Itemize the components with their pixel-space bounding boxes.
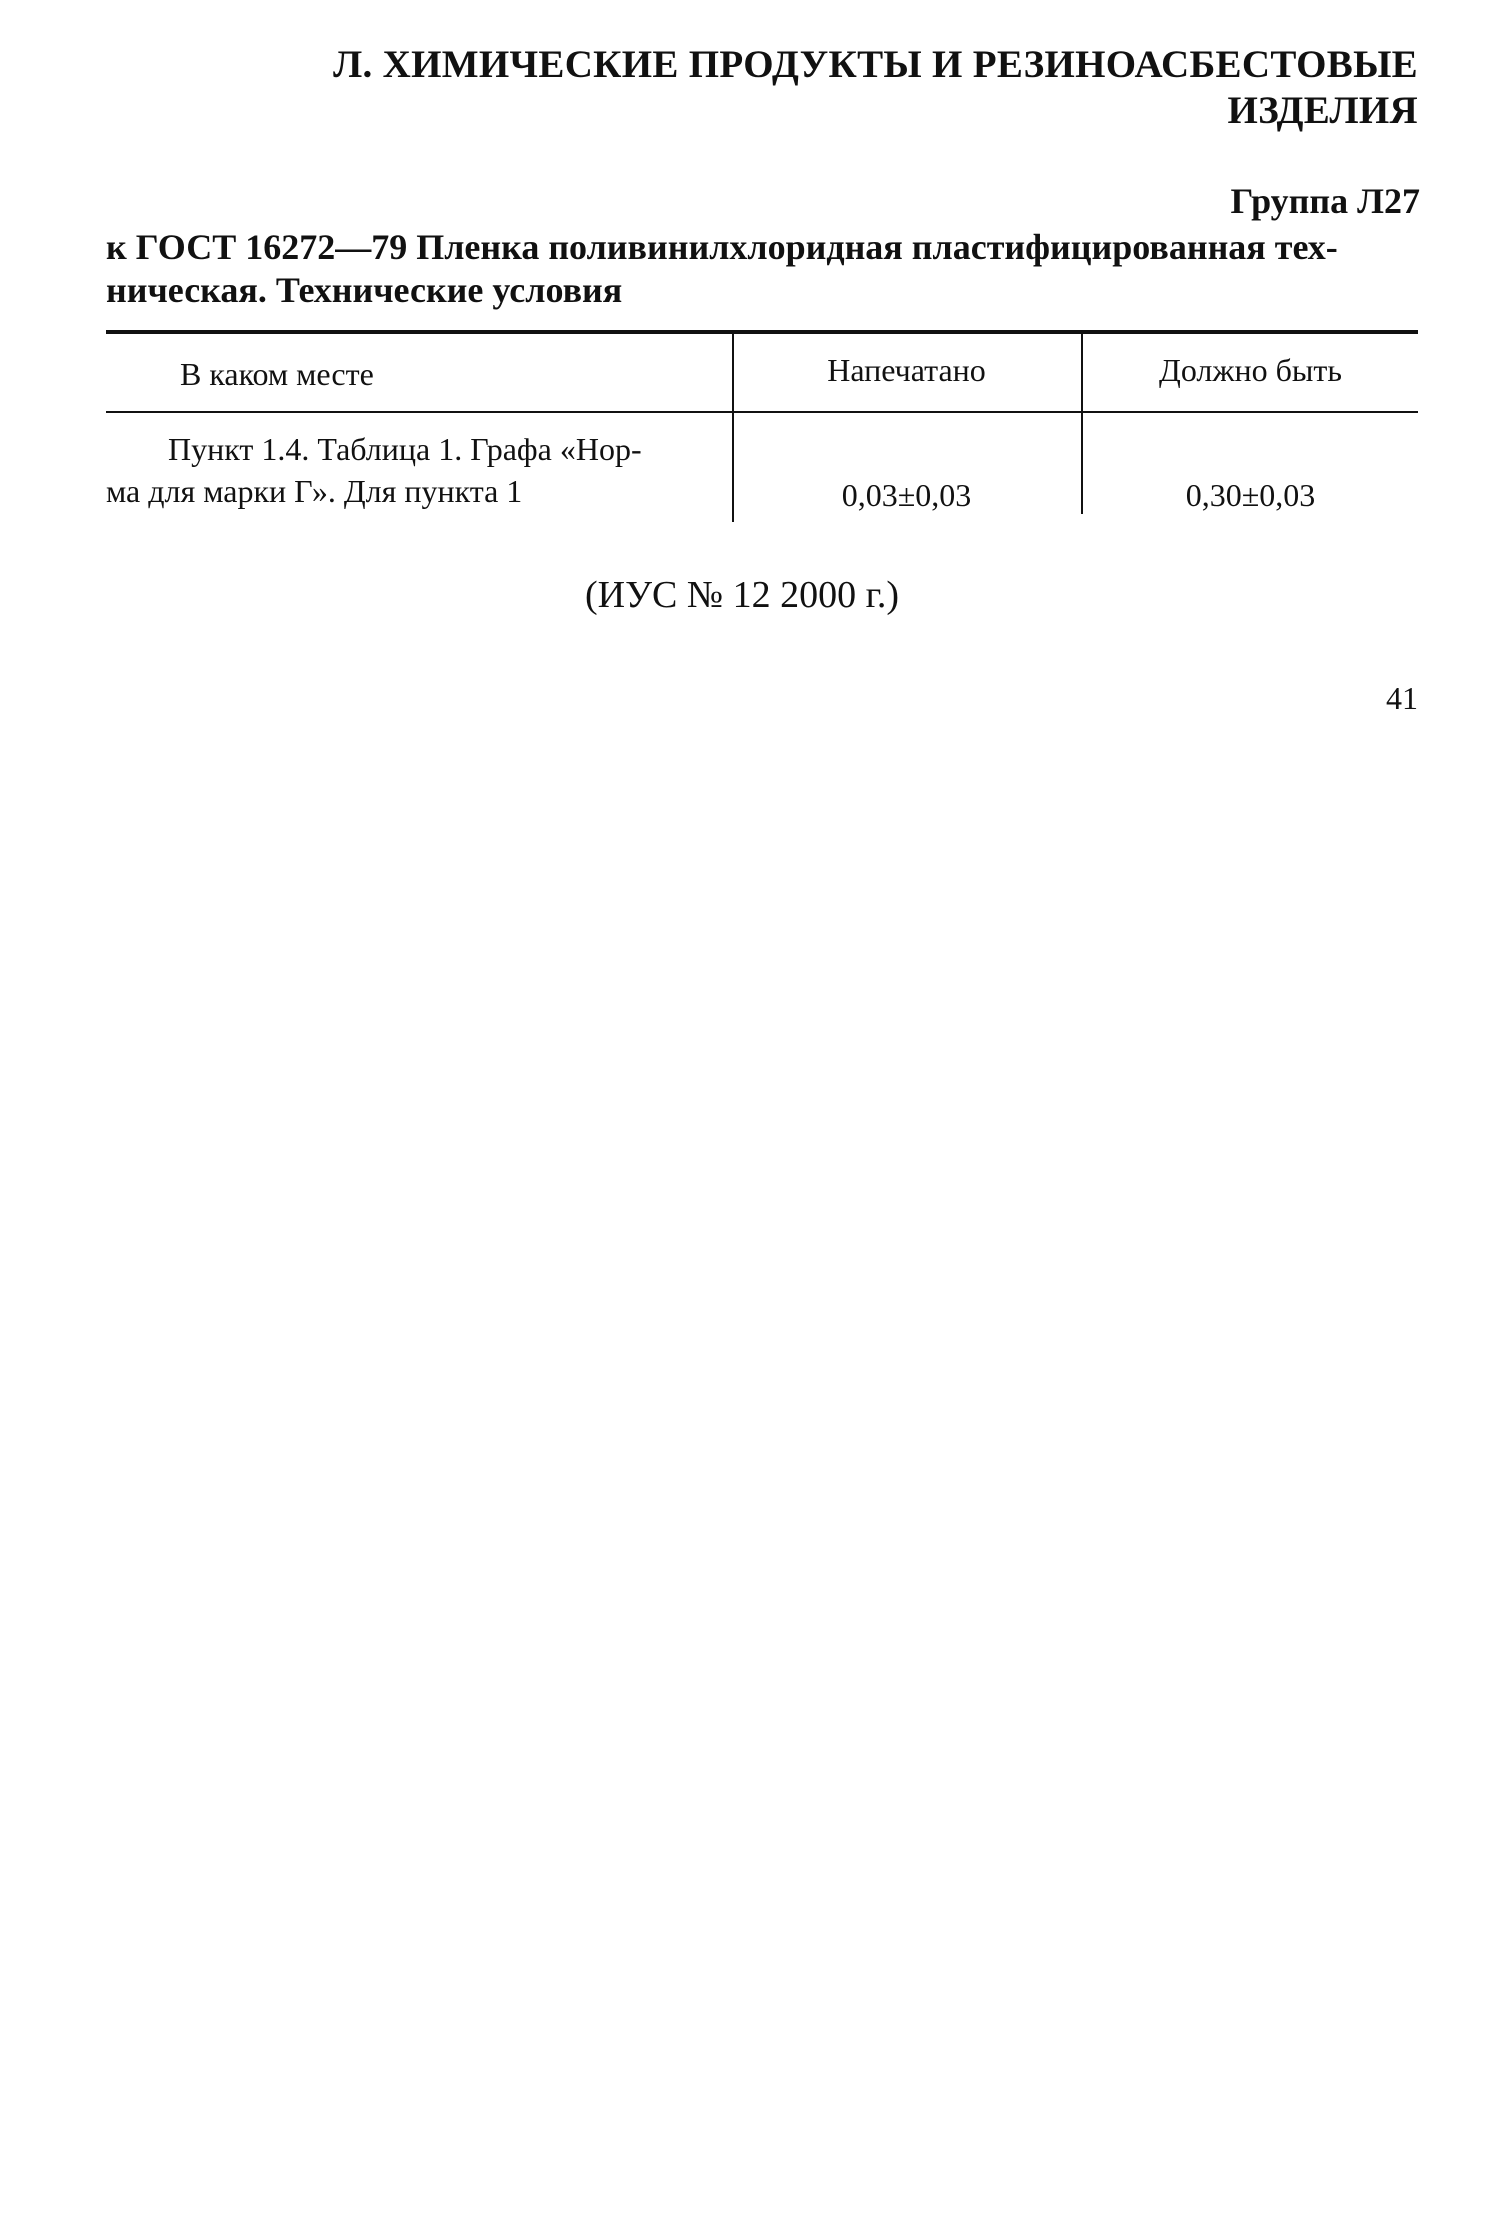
header-place: В каком месте (180, 356, 374, 392)
header-printed: Напечатано (827, 352, 986, 388)
cell-place-line-2: ма для марки Г». Для пункта 1 (106, 473, 523, 509)
table-top-rule (106, 330, 1418, 334)
cell-place-line-1: Пункт 1.4. Таблица 1. Графа «Нор- (168, 431, 642, 467)
header-should-be: Должно быть (1159, 352, 1342, 388)
page-number: 41 (1386, 680, 1418, 716)
amendment-title (106, 226, 1416, 312)
source-reference: (ИУС № 12 2000 г.) (584, 574, 900, 616)
cell-printed: 0,03±0,03 (841, 477, 972, 513)
table-header-rule (106, 411, 1418, 413)
amendment-title-line-2: ническая. Технические условия (106, 270, 623, 310)
section-heading-line-2: ИЗДЕЛИЯ (1227, 89, 1418, 132)
section-heading-line-1: Л. ХИМИЧЕСКИЕ ПРОДУКТЫ И РЕЗИНОАСБЕСТОВЫЕ (333, 43, 1418, 86)
amendment-title-line-1: к ГОСТ 16272—79 Пленка поливинилхлоридная пластифицированная тех- (106, 227, 1338, 267)
cell-place (106, 428, 726, 512)
group-label: Группа Л27 (1230, 181, 1420, 221)
cell-should-be: 0,30±0,03 (1185, 477, 1316, 513)
section-heading (260, 42, 1418, 134)
